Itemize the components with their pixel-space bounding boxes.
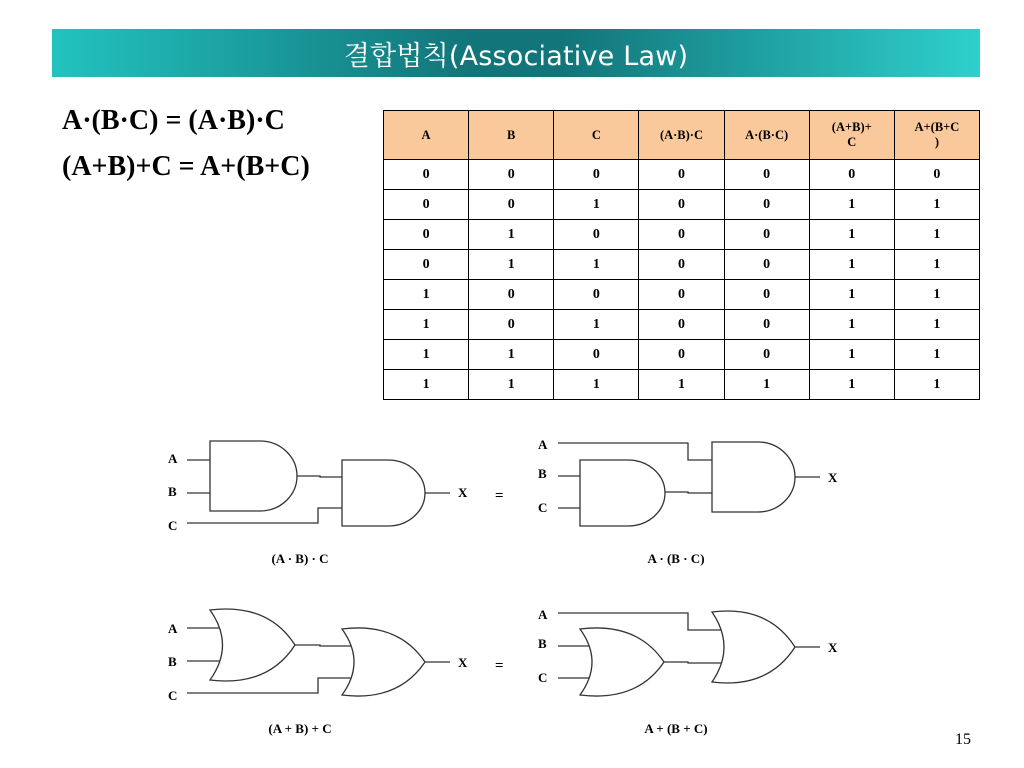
table-cell: 0 [724,190,809,220]
table-cell: 1 [809,370,894,400]
circuit-caption: A · (B · C) [647,551,705,566]
title-bar [52,29,980,77]
table-cell: 1 [469,340,554,370]
wires [558,443,820,508]
col-header-ab-c-or: (A+B)+ C [809,111,894,160]
table-cell: 0 [554,340,639,370]
and-gate-icon [712,442,795,512]
output-label-x: X [828,470,838,485]
table-cell: 0 [469,310,554,340]
output-label-x: X [828,640,838,655]
table-cell: 1 [384,340,469,370]
table-cell: 1 [894,310,979,340]
table-row [384,190,980,220]
or-circuit-left [168,609,468,736]
table-cell: 0 [639,250,724,280]
equals-sign: = [495,658,504,674]
circuit-caption: (A · B) · C [271,551,329,566]
table-cell: 1 [554,190,639,220]
table-cell: 1 [554,310,639,340]
table-cell: 1 [554,250,639,280]
table-cell: 1 [809,250,894,280]
table-cell: 1 [809,190,894,220]
table-cell: 0 [384,190,469,220]
page-number: 15 [955,731,971,748]
input-label-c: C [168,518,178,533]
table-cell: 0 [894,160,979,190]
input-label-c: C [538,500,548,515]
table-cell: 0 [724,310,809,340]
table-cell: 1 [469,220,554,250]
circuit-caption: (A + B) + C [268,721,332,736]
col-header-b: B [469,111,554,160]
table-row [384,160,980,190]
table-row [384,370,980,400]
input-label-c: C [168,688,178,703]
table-cell: 1 [809,220,894,250]
and-circuit-right [538,437,838,566]
table-cell: 1 [554,370,639,400]
input-label-b: B [168,654,177,669]
table-cell: 0 [724,160,809,190]
and-gate-icon [342,460,425,526]
table-cell: 1 [894,250,979,280]
table-cell: 0 [639,160,724,190]
equation-or: (A+B)+C = A+(B+C) [62,151,310,182]
table-cell: 1 [384,310,469,340]
wires [187,628,450,693]
table-cell: 0 [639,310,724,340]
table-header-row [384,111,980,160]
input-label-b: B [168,484,177,499]
wires [558,613,820,678]
table-cell: 1 [384,280,469,310]
equals-sign: = [495,488,504,504]
table-cell: 1 [894,280,979,310]
table-cell: 0 [639,190,724,220]
table-cell: 1 [809,340,894,370]
table-cell: 0 [554,160,639,190]
table-cell: 1 [639,370,724,400]
table-cell: 0 [724,280,809,310]
or-gate-icon [342,628,425,696]
or-gate-icon [712,611,795,683]
col-header-ab-c-and: (A·B)·C [639,111,724,160]
circuit-caption: A + (B + C) [644,721,708,736]
col-header-a: A [384,111,469,160]
input-label-a: A [538,607,548,622]
input-label-b: B [538,636,547,651]
or-gate-icon [580,628,664,696]
input-label-b: B [538,466,547,481]
table-cell: 0 [809,160,894,190]
truth-table [383,110,980,400]
table-cell: 1 [469,370,554,400]
input-label-a: A [168,451,178,466]
table-cell: 0 [469,190,554,220]
table-cell: 0 [724,340,809,370]
slide-title: 결합법칙(Associative Law) [343,40,689,72]
table-cell: 0 [384,250,469,280]
table-cell: 0 [639,220,724,250]
table-cell: 0 [469,280,554,310]
table-row [384,340,980,370]
table-cell: 0 [639,280,724,310]
table-row [384,250,980,280]
table-cell: 1 [894,370,979,400]
table-row [384,220,980,250]
equation-and: A·(B·C) = (A·B)·C [62,105,285,136]
and-gate-icon [580,460,665,526]
table-cell: 1 [809,280,894,310]
col-header-a-bc-or: A+(B+C ) [894,111,979,160]
output-label-x: X [458,655,468,670]
table-cell: 0 [554,220,639,250]
wires [187,460,450,523]
table-cell: 1 [469,250,554,280]
table-cell: 1 [894,340,979,370]
truth-table-body [384,160,980,400]
table-cell: 0 [554,280,639,310]
col-header-a-bc-and: A·(B·C) [724,111,809,160]
input-label-a: A [538,437,548,452]
table-row [384,280,980,310]
output-label-x: X [458,485,468,500]
and-circuit-left [168,441,468,566]
table-cell: 1 [894,220,979,250]
table-cell: 0 [639,340,724,370]
and-gate-icon [210,441,297,511]
input-label-a: A [168,621,178,636]
table-cell: 1 [384,370,469,400]
table-cell: 0 [724,220,809,250]
col-header-c: C [554,111,639,160]
table-cell: 1 [894,190,979,220]
table-cell: 0 [469,160,554,190]
table-cell: 0 [384,160,469,190]
table-cell: 0 [384,220,469,250]
table-cell: 1 [809,310,894,340]
table-row [384,310,980,340]
table-cell: 1 [724,370,809,400]
table-cell: 0 [724,250,809,280]
or-gate-icon [210,609,295,681]
or-circuit-right [538,607,838,736]
input-label-c: C [538,670,548,685]
